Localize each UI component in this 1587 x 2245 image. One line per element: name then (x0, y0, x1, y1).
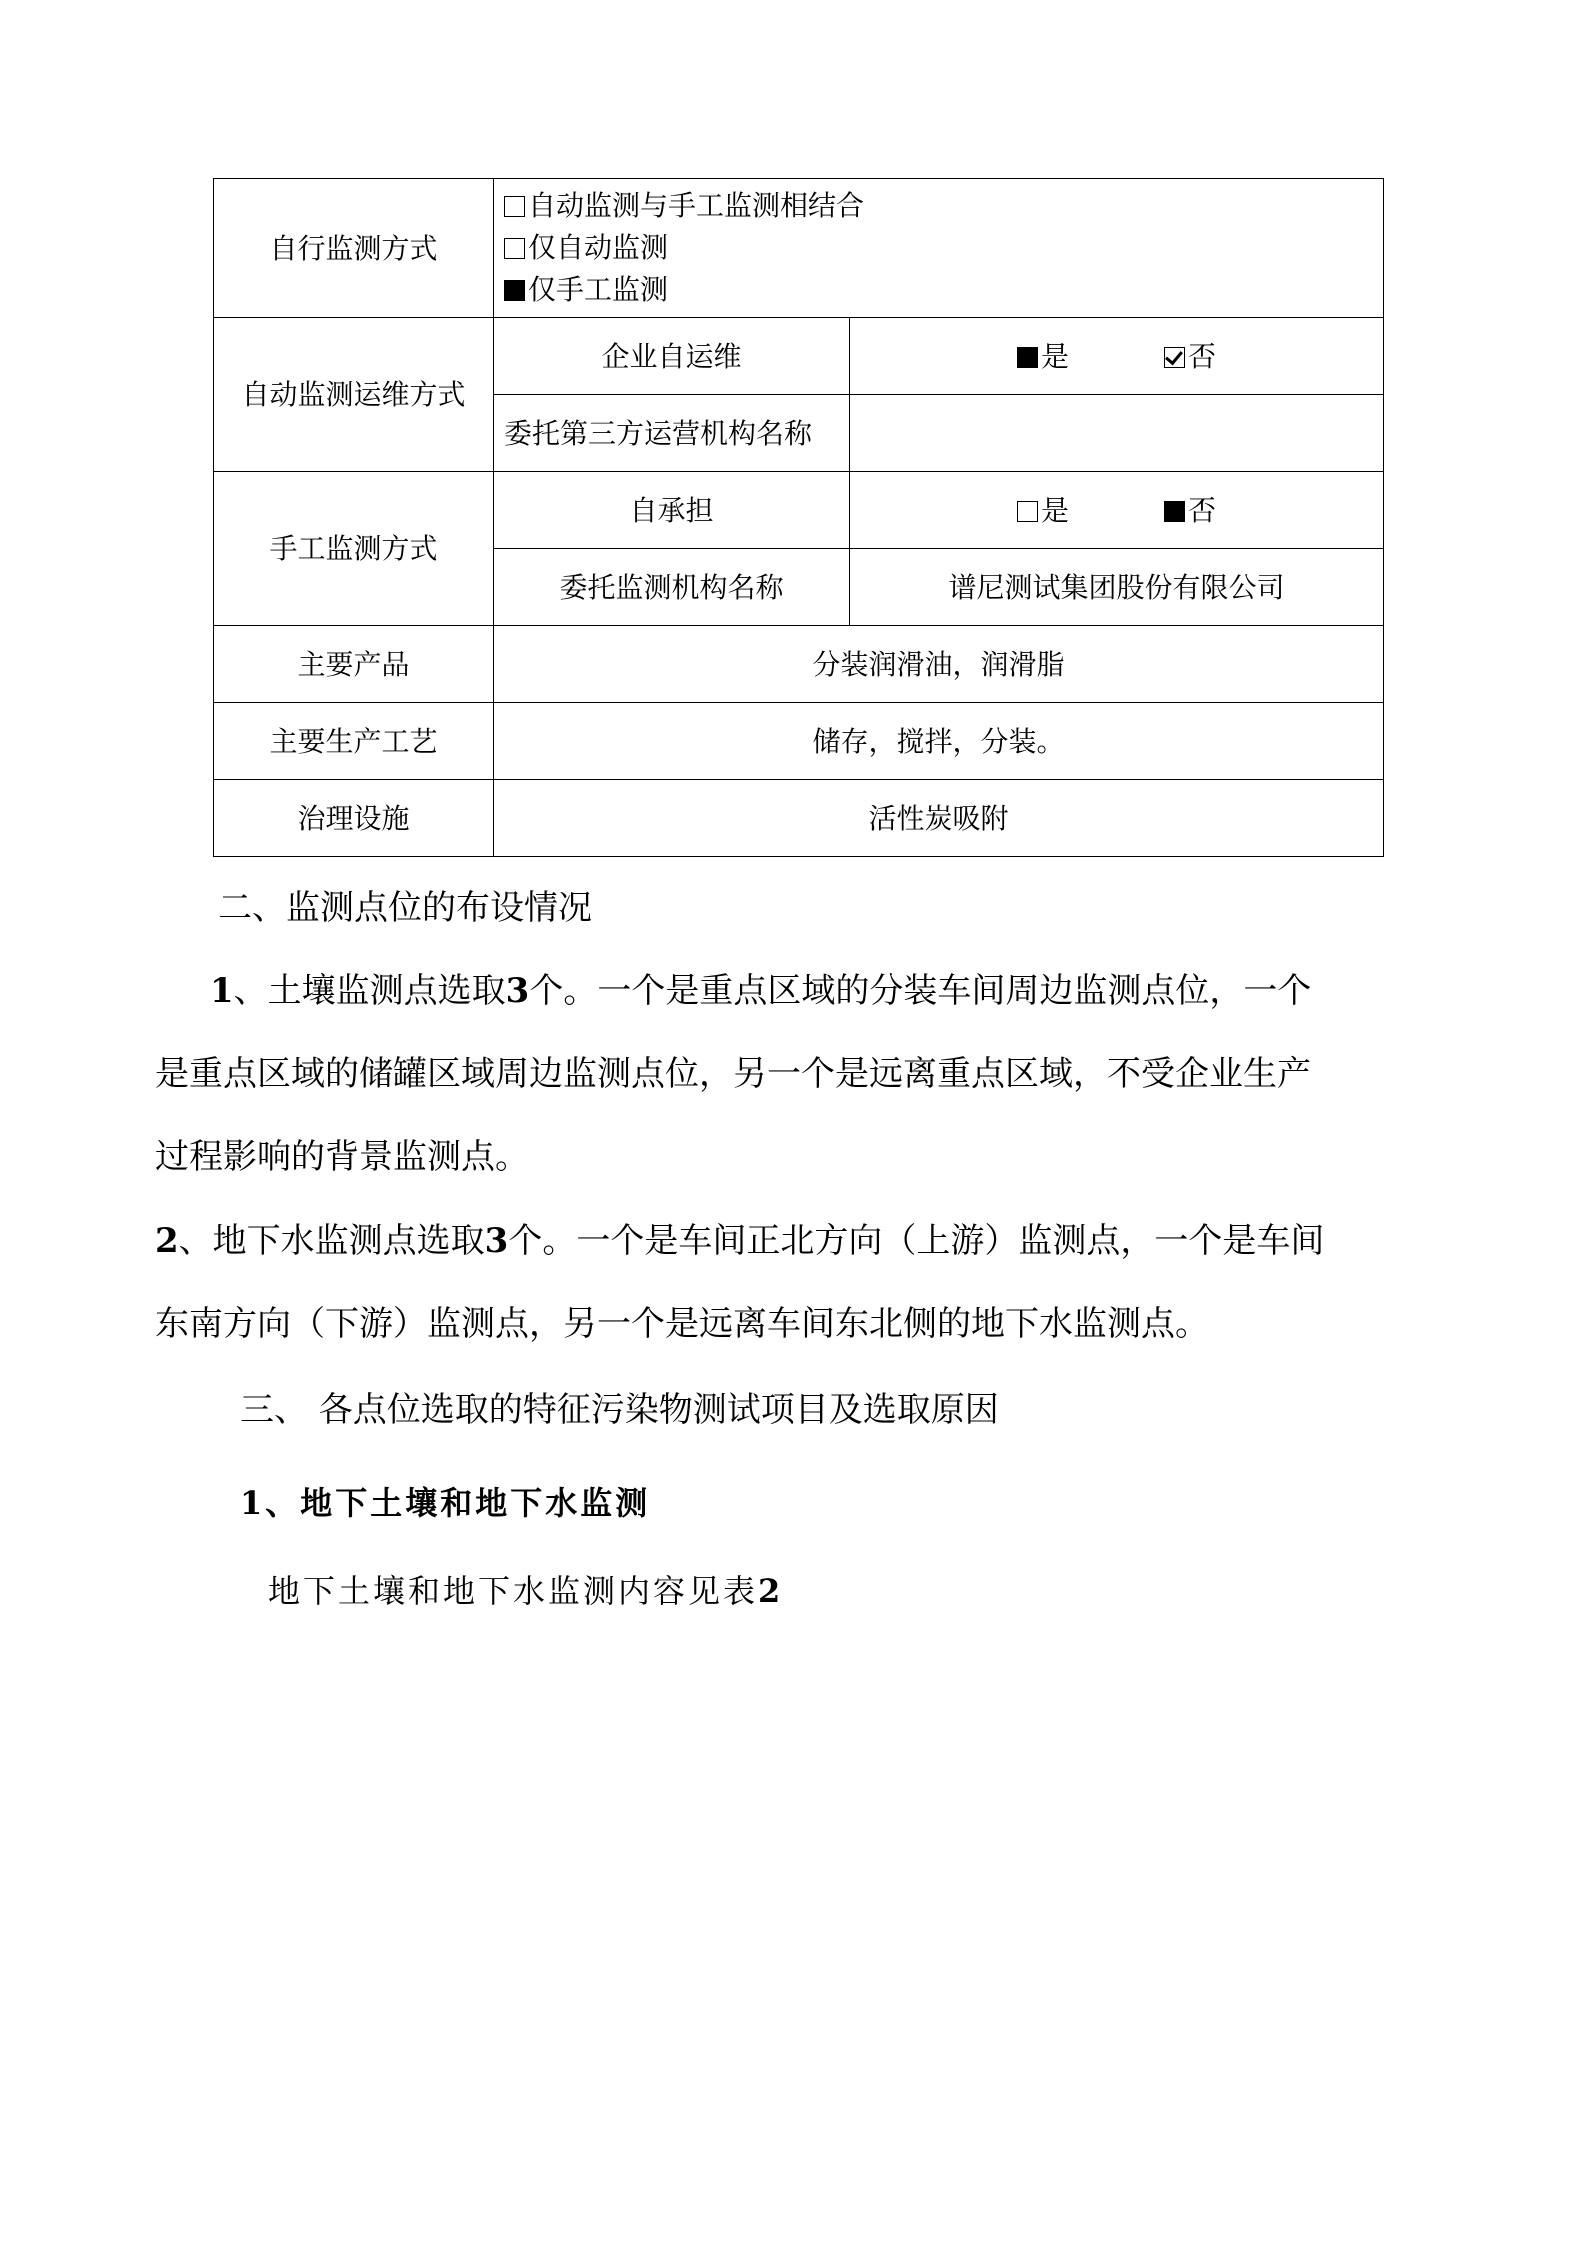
choice-yes (1017, 339, 1069, 374)
agency-label: 委托监测机构名称 (494, 549, 850, 626)
auto-ops-label: 自动监测运维方式 (214, 318, 494, 472)
empty-checkbox-icon (504, 196, 525, 217)
agency-value: 谱尼测试集团股份有限公司 (850, 549, 1384, 626)
text-segment: 地下土壤和地下水监测内容见表 (268, 1572, 759, 1610)
count-value: 3 (484, 1221, 509, 1261)
paragraph2-line1 (155, 1213, 1324, 1262)
text-segment: 、土壤监测点选取 (233, 971, 506, 1011)
table-number: 2 (758, 1572, 784, 1610)
option-auto-manual (504, 185, 1373, 227)
section3-heading: 三、 各点位选取的特征污染物测试项目及选取原因 (240, 1390, 999, 1430)
products-label: 主要产品 (214, 626, 494, 703)
item-number: 1 (210, 971, 234, 1011)
manual-self-label: 自承担 (494, 472, 850, 549)
choice-label: 否 (1188, 339, 1217, 373)
paragraph1-line3: 过程影响的背景监测点。 (155, 1137, 529, 1177)
self-ops-choices (850, 318, 1384, 395)
products-row (214, 626, 1384, 703)
section2-heading: 二、监测点位的布设情况 (218, 888, 592, 928)
choice-label: 否 (1188, 493, 1217, 527)
count-value: 3 (505, 971, 530, 1011)
self-monitoring-row (214, 179, 1384, 318)
monitoring-info-table (213, 178, 1384, 857)
text-segment: 个。一个是车间正北方向（上游）监测点，一个是车间 (508, 1221, 1325, 1261)
item-number: 2 (155, 1221, 179, 1261)
paragraph1-line2: 是重点区域的储罐区域周边监测点位，另一个是远离重点区域，不受企业生产 (155, 1054, 1311, 1094)
choice-label: 是 (1040, 339, 1069, 373)
empty-checkbox-icon (504, 238, 525, 259)
self-monitoring-options (494, 179, 1384, 318)
option-label: 仅自动监测 (528, 231, 669, 264)
filled-checkbox-icon (1017, 347, 1038, 368)
self-monitoring-label: 自行监测方式 (214, 179, 494, 318)
choice-no (1164, 493, 1216, 528)
process-value: 储存，搅拌，分装。 (494, 703, 1384, 780)
option-label: 仅手工监测 (528, 273, 669, 306)
filled-checkbox-icon (1164, 501, 1185, 522)
option-manual-only (504, 269, 1373, 311)
paragraph2-line2: 东南方向（下游）监测点，另一个是远离车间东北侧的地下水监测点。 (155, 1304, 1209, 1344)
choice-yes (1017, 493, 1069, 528)
choice-label: 是 (1040, 493, 1069, 527)
checked-checkbox-icon (1164, 347, 1185, 368)
treatment-row (214, 780, 1384, 857)
manual-label: 手工监测方式 (214, 472, 494, 626)
manual-self-choices (850, 472, 1384, 549)
third-party-label: 委托第三方运营机构名称 (494, 395, 850, 472)
subsection1-heading: 1、地下土壤和地下水监测 (240, 1484, 651, 1522)
self-ops-label: 企业自运维 (494, 318, 850, 395)
subsection1-text (268, 1566, 783, 1612)
choice-no (1164, 339, 1216, 374)
option-auto-only (504, 227, 1373, 269)
paragraph1-line1 (210, 963, 1311, 1012)
option-label: 自动监测与手工监测相结合 (528, 189, 865, 222)
text-segment: 个。一个是重点区域的分装车间周边监测点位，一个 (529, 971, 1312, 1011)
auto-ops-row-1 (214, 318, 1384, 395)
process-row (214, 703, 1384, 780)
third-party-value (850, 395, 1384, 472)
treatment-value: 活性炭吸附 (494, 780, 1384, 857)
process-label: 主要生产工艺 (214, 703, 494, 780)
text-segment: 、地下水监测点选取 (178, 1221, 485, 1261)
filled-checkbox-icon (504, 280, 525, 301)
products-value: 分装润滑油，润滑脂 (494, 626, 1384, 703)
empty-checkbox-icon (1017, 501, 1038, 522)
treatment-label: 治理设施 (214, 780, 494, 857)
manual-row-1 (214, 472, 1384, 549)
